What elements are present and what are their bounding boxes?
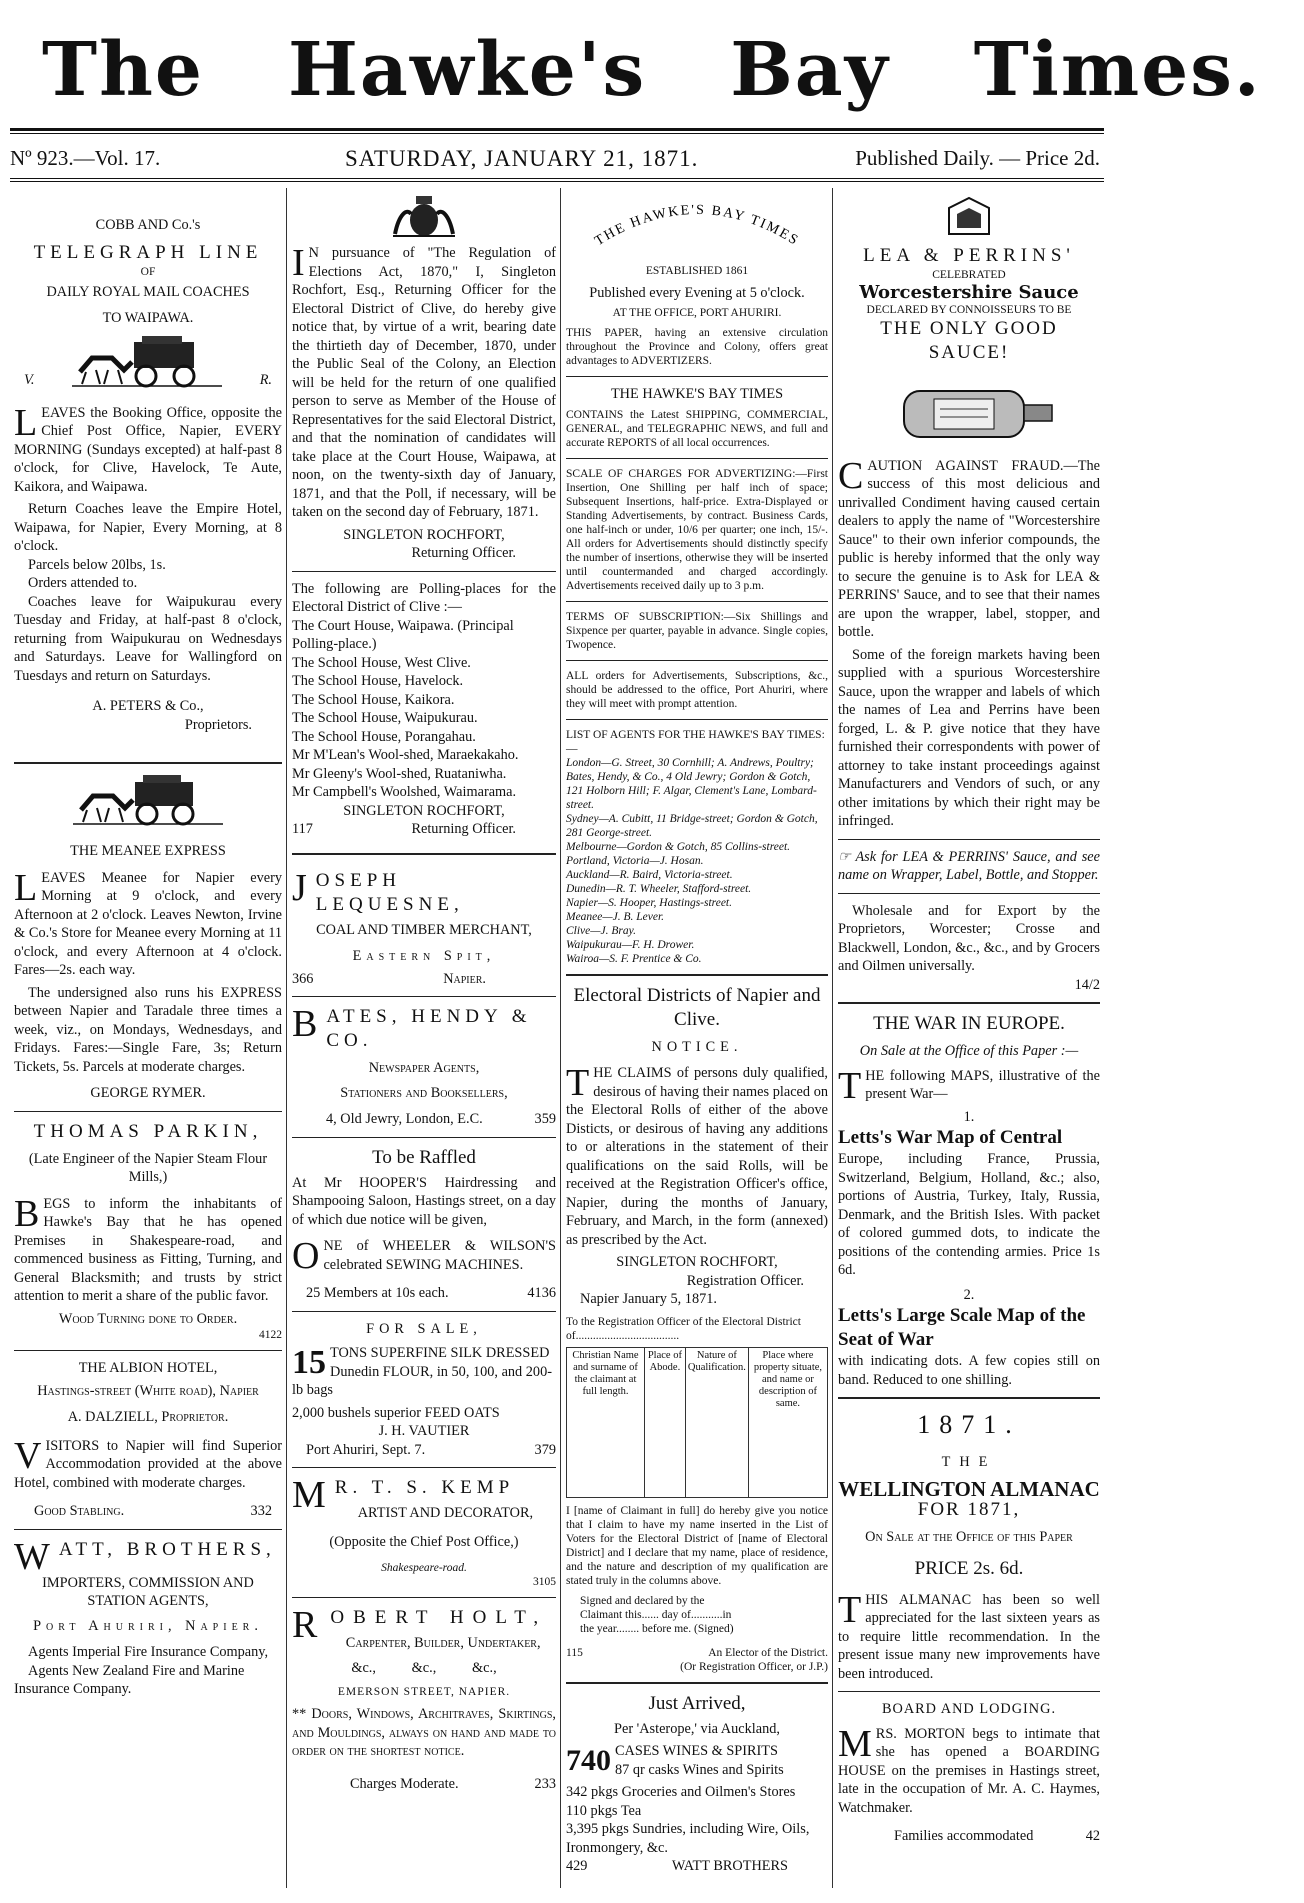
ad-cobb-coaches (14, 216, 282, 734)
ad-heading: OBERT HOLT, (330, 1607, 548, 1628)
ad-text: CASES WINES & SPIRITS (615, 1743, 778, 1759)
ad-heading: THE HAWKE'S BAY TIMES (610, 386, 784, 402)
royal-crest-icon (389, 194, 459, 238)
masthead-word: The (42, 27, 204, 113)
proclamation (292, 194, 556, 839)
drop-cap: T (566, 1062, 590, 1104)
ad-subheading: EMERSON STREET, NAPIER. (337, 1686, 511, 1698)
almanac-year: 1871. (917, 1410, 1021, 1439)
masthead (0, 18, 1262, 123)
watt-heading (14, 1535, 282, 1578)
ad-subheading: Hastings-street (White road), Napier (37, 1382, 259, 1399)
lequesne-heading (292, 866, 556, 917)
ad-text: Some of the foreign markets having been supplied with a spurious Worcestershire Sauce, upon the wrapper and labels of which the names of Lea and Perrins have been forged, L. & P. give notice that they have furnished their correspondents with power of attorney to take instant proceedings against Manufacturers and Vendors of such, or any other imitations by which their right may be infringed. (838, 646, 1100, 829)
big-number: 15 (292, 1344, 326, 1381)
agent-entry: Napier—S. Hooper, Hastings-street. (566, 896, 733, 909)
ad-bates-hendy (292, 1005, 556, 1129)
form-column-header: Place of Abode. (644, 1347, 685, 1497)
ad-raffle (292, 1146, 556, 1303)
ad-text: 3,395 pkgs Sundries, including Wire, Oils, Ironmongery, &c. (566, 1821, 810, 1856)
ad-text: Wood Turning done to Order. (58, 1310, 238, 1327)
ad-text: Good Stabling. (34, 1503, 125, 1519)
ad-robert-holt (292, 1606, 556, 1793)
drop-cap: I (292, 242, 305, 284)
ad-number: 332 (250, 1503, 272, 1519)
column-3 (566, 188, 828, 1888)
ad-subheading: COAL AND TIMBER MERCHANT, (316, 921, 532, 938)
hbt-notice (566, 188, 828, 966)
ad-number: 4122 (259, 1329, 282, 1341)
polling-place: Mr Campbell's Woolshed, Waimarama. (292, 784, 517, 800)
electoral-notice (566, 984, 828, 1674)
ad-signature: GEORGE RYMER. (90, 1085, 206, 1101)
ad-text: Wholesale and for Export by the Proprietors, Worcester; Crosse and Blackwell, London, &c., &c., and by Grocers and Oilmen universally. (838, 902, 1100, 974)
ad-signature: J. H. VAUTIER (378, 1423, 470, 1439)
agent-entry: Sydney—A. Cubitt, 11 Bridge-street; Gordon & Gotch, 281 George-street. (566, 812, 818, 839)
ad-heading: THE ONLY GOOD SAUCE! (880, 317, 1058, 363)
ad-heading: FOR SALE, (366, 1320, 482, 1337)
polling-place: Mr M'Lean's Wool-shed, Maraekakaho. (292, 747, 519, 763)
ad-number: 3105 (533, 1576, 556, 1588)
ad-signature: Registration Officer. (686, 1272, 804, 1289)
ad-text: 2,000 bushels superior FEED OATS (292, 1404, 500, 1421)
ad-text: Ask for LEA & PERRINS' Sauce, and see name on Wrapper, Label, Bottle, and Stopper. (838, 848, 1100, 883)
ad-text: An Elector of the District. (708, 1646, 828, 1659)
column-2 (292, 188, 556, 1888)
map-title: Letts's Large Scale Map of the Seat of War (838, 1305, 1086, 1350)
ad-heading: COBB AND Co.'s (95, 217, 201, 233)
drop-cap: L (14, 401, 38, 444)
coach-icon (73, 772, 223, 828)
polling-place: The School House, Waipukurau. (292, 710, 478, 726)
ad-heading: To be Raffled (372, 1146, 476, 1168)
ad-text: Orders attended to. (28, 575, 138, 591)
pointing-hand-icon: ☞ (838, 848, 856, 865)
form-column-header: Place where property situate, and name or description of same. (748, 1347, 827, 1497)
ad-subheading: DAILY ROYAL MAIL COACHES (46, 283, 250, 300)
ad-number: 1. (963, 1108, 975, 1125)
ad-text: TONS SUPERFINE SILK DRESSED Dunedin FLOUR, in 50, 100, and 200-lb bags (292, 1345, 552, 1398)
ad-number: 115 (566, 1646, 583, 1659)
agent-entry: Portland, Victoria—J. Hosan. (566, 854, 704, 867)
coach-icon (72, 332, 222, 390)
ad-text: RS. MORTON begs to intimate that she has opened a BOARDING HOUSE on the premises in Hastings street, late in the occupation of Mr. A. C. Haymes, Watchmaker. (838, 1725, 1100, 1816)
ad-subheading: Port Ahuriri, Napier. (33, 1617, 263, 1634)
ad-heading: THE ALBION HOTEL, (78, 1360, 218, 1376)
ad-text: The undersigned also runs his EXPRESS between Napier and Taradale three times a week, viz., on Mondays, Wednesdays, and Fridays. Fares:—Single Fare, 3s; Return Tickets, 5s. Parcels at moderate charges. (14, 984, 282, 1075)
ad-heading: ATES, HENDY & CO. (326, 1006, 532, 1051)
ad-text: 87 qr casks Wines and Spirits (615, 1761, 784, 1778)
cipher-left: V. (24, 372, 35, 388)
issue-number: Nº 923.—Vol. 17. (10, 146, 161, 170)
ad-text: HIS ALMANAC has been so well appreciated for the last sixteen years as to require little recommendation. In the present issue many new improvements have been introduced. (838, 1591, 1100, 1682)
registration-form-table (566, 1347, 828, 1498)
ad-subheading: A. DALZIELL, Proprietor. (67, 1409, 229, 1425)
ad-text: 25 Members at 10s each. (306, 1285, 449, 1301)
ad-signature: SINGLETON ROCHFORT, (343, 526, 505, 543)
masthead-word: Times. (973, 27, 1262, 113)
arched-title-text: THE HAWKE'S BAY TIMES (592, 202, 802, 250)
drop-cap: V (14, 1434, 42, 1477)
polling-places-list (292, 617, 556, 802)
polling-place: The School House, Kaikora. (292, 691, 455, 708)
column-4 (838, 188, 1100, 1888)
polling-place: The School House, Havelock. (292, 673, 464, 689)
ad-subheading: IMPORTERS, COMMISSION AND STATION AGENTS, (42, 1574, 254, 1609)
ad-text: Europe, including France, Prussia, Switzerland, Belgium, Holland, &c.; also, portions of Austria, Turkey, Italy, Russia, Denmark, and the British Isles. With packet of colored gummed dots, to indicate the positions of the contending armies. Price 1s 6d. (838, 1151, 1100, 1278)
ad-lea-perrins (838, 194, 1100, 994)
ad-text: Families accommodated (894, 1828, 1034, 1844)
ad-for-sale (292, 1320, 556, 1460)
meanee-para (14, 866, 282, 980)
arrived-footer (566, 1857, 828, 1876)
ad-subheading: On Sale at the Office of this Paper (865, 1529, 1073, 1545)
ad-signature: SINGLETON ROCHFORT, (343, 802, 505, 819)
albion-para (14, 1434, 282, 1493)
ad-text: At Mr HOOPER'S Hairdressing and Shampooing Saloon, Hastings street, on a day of which due notice will be given, (292, 1174, 556, 1228)
form-column-header: Nature of Qualification. (685, 1347, 748, 1497)
form-address: To the Registration Officer of the Electoral District of.................................... (566, 1315, 801, 1342)
masthead-rule-thin (10, 133, 1104, 134)
ad-text: THIS PAPER, having an extensive circulation throughout the Province and Colony, offers great advantages to ADVERTIZERS. (566, 327, 828, 367)
ad-lequesne (292, 866, 556, 989)
ad-text: N pursuance of "The Regulation of Elections Act, 1870," I, Singleton Rochfort, Esq., Returning Officer for the Electoral District of Clive, do hereby give notice that, by virtue of a writ, bearing date the thirtieth day of December, 1870, under the Public Seal of the Colony, an Election will be held for the return of one qualified person to serve as Member of the House of Representatives for the said Electoral District, and that the nomination of candidates will take place at the Court House, Waipawa, at noon, on the twenty-sixth day of January, 1871, and that the Poll, if necessary, will be taken on the second day of February, 1871. (292, 245, 556, 520)
ad-heading: Electoral Districts of Napier and Clive. (573, 984, 821, 1030)
ad-signature: A. PETERS & Co., (92, 698, 204, 714)
bates-heading (292, 1005, 556, 1053)
ad-text: Agents Imperial Fire Insurance Company, (28, 1644, 269, 1660)
ad-text: HE CLAIMS of persons duly qualified, desirous of having their names placed on the Electoral Rolls of either of the above Disticts, or desirous of having any additions to or alterations in the statement of their qualifications on the said Rolls, will be received at the Registration Officer's office, Napier, during the months of January, February, and March, in the form (annexed) as prescribed by the Act. (566, 1065, 828, 1248)
ad-text: TERMS OF SUBSCRIPTION:—Six Shillings and Sixpence per quarter, payable in advance. Single copies, Twopence. (566, 610, 828, 651)
ad-subheading: Newspaper Agents, (368, 1060, 480, 1076)
ad-subheading: Napier. (443, 970, 486, 987)
big-number: 740 (566, 1744, 611, 1777)
ad-heading: THOMAS PARKIN, (33, 1120, 263, 1142)
albion-footer (34, 1502, 272, 1521)
dateline (10, 138, 1104, 178)
agent-entry: Melbourne—Gordon & Gotch, 85 Collins-street. (566, 840, 791, 853)
ad-subheading: FOR 1871, (917, 1499, 1021, 1520)
form-declaration: I [name of Claimant in full] do hereby give you notice that I claim to have my name inserted in the List of Voters for the Electoral District of [name of Electoral District] and I declare that my name, place of residence, and the nature and description of my qualification are stated truly in the columns above. (566, 1504, 828, 1587)
ad-signature: WATT BROTHERS (671, 1858, 788, 1874)
drop-cap: C (838, 454, 864, 497)
arrived-para (566, 1742, 828, 1779)
parkin-para (14, 1192, 282, 1306)
board-para (838, 1722, 1100, 1818)
ad-number: 379 (534, 1441, 556, 1458)
ad-text: CONTAINS the Latest SHIPPING, COMMERCIAL, GENERAL, and TELEGRAPHIC NEWS, and full and accurate REPORTS of all local occurrences. (566, 408, 828, 449)
ad-text: 4, Old Jewry, London, E.C. (326, 1111, 483, 1127)
svg-text:THE HAWKE'S BAY TIMES (592, 203, 801, 249)
ad-heading: LIST OF AGENTS FOR THE HAWKE'S BAY TIMES:— (566, 728, 825, 755)
ad-heading: OSEPH LEQUESNE, (315, 869, 464, 915)
form-signed: Signed and declared by the Claimant this...... day of...........in the year........ before me. (Signed) (580, 1594, 734, 1635)
ad-number: 42 (1085, 1828, 1100, 1844)
masthead-title (0, 18, 1262, 123)
board-footer (894, 1827, 1100, 1846)
ad-text: 342 pkgs Groceries and Oilmen's Stores (566, 1784, 796, 1800)
ad-text: AUTION AGAINST FRAUD.—The success of this most delicious and unrivalled Condiment having caused certain dealers to apply the name of "Worcestershire Sauce" to their own inferior compounds, the public is hereby informed that the only way to secure the genuine is to Ask for LEA & PERRINS' Sauce, and to see that their names are upon the wrapper, label, stopper, and bottle. (838, 457, 1100, 640)
drop-cap: M (838, 1722, 872, 1765)
proclamation-para (292, 244, 556, 522)
agents-list (566, 756, 828, 966)
ad-subheading: On Sale at the Office of this Paper :— (859, 1043, 1079, 1059)
agent-entry: Meanee—J. B. Lever. (566, 910, 665, 923)
masthead-word: Bay (730, 27, 890, 113)
ad-signature: Returning Officer. (411, 545, 516, 561)
ad-text: Shakespeare-road. (381, 1562, 467, 1574)
issue-price: Published Daily. — Price 2d. (855, 146, 1100, 170)
drop-cap: T (838, 1064, 862, 1107)
forsale-footer (306, 1441, 556, 1460)
ad-heading: LEA & PERRINS' (863, 245, 1075, 266)
ad-kemp (292, 1476, 556, 1589)
form-column-header: Christian Name and surname of the claimant at full length. (567, 1347, 645, 1497)
polling-place: The School House, West Clive. (292, 654, 471, 671)
agent-entry: Auckland—R. Baird, Victoria-street. (566, 868, 733, 881)
ad-war-in-europe (838, 1012, 1100, 1389)
column-1 (14, 188, 282, 1888)
dateline-rule (10, 178, 1104, 179)
ad-number: 14/2 (1074, 976, 1100, 993)
ad-subheading: THE (941, 1454, 997, 1470)
ad-heading: BOARD AND LODGING. (881, 1701, 1057, 1717)
sauce-bottle-icon (874, 371, 1064, 451)
ad-subheading: ARTIST AND DECORATOR, (357, 1505, 534, 1521)
ad-text: ALL orders for Advertisements, Subscriptions, &c., should be addressed to the office, Port Ahuriri, where they will meet with prompt attention. (566, 669, 828, 710)
ad-text: EAVES the Booking Office, opposite the Chief Post Office, Napier, EVERY MORNING (Sundays excepted) at half-past 8 o'clock, for Clive, Havelock, Te Aute, Kaikora, and Waipawa. (14, 404, 282, 495)
almanac-price: PRICE 2s. 6d. (914, 1557, 1024, 1579)
almanac-para (838, 1588, 1100, 1684)
ad-text: The following are Polling-places for the Electoral District of Clive :— (292, 580, 556, 615)
dateline-rule-2 (10, 181, 1104, 182)
masthead-word: Hawke's (287, 27, 647, 113)
ad-heading: Just Arrived, (648, 1692, 746, 1714)
ad-heading: R. T. S. KEMP (334, 1477, 515, 1498)
polling-place: The Court House, Waipawa. (Principal Polling-place.) (292, 617, 514, 652)
ad-subheading: NOTICE. (651, 1038, 743, 1055)
ad-subheading: DECLARED BY CONNOISSEURS TO BE (866, 303, 1072, 316)
agent-entry: Dunedin—R. T. Wheeler, Stafford-street. (566, 882, 752, 895)
ad-text: 110 pkgs Tea (566, 1802, 642, 1819)
agent-entry: London—G. Street, 30 Cornhill; A. Andrews, Poultry; Bates, Hendy, & Co., 4 Old Jewry; Gordon & Gotch, 121 Holborn Hill; F. Algar, Clement's Lane, Lombard-street. (566, 756, 817, 811)
ad-thomas-parkin (14, 1120, 282, 1343)
ad-number: 429 (566, 1858, 588, 1874)
agent-entry: Wairoa—S. F. Prentice & Co. (566, 952, 702, 965)
ad-subheading: (Late Engineer of the Napier Steam Flour Mills,) (28, 1150, 268, 1185)
column-divider (832, 188, 833, 1888)
ad-signature: SINGLETON ROCHFORT, (616, 1254, 778, 1270)
ad-subheading: Carpenter, Builder, Undertaker, (345, 1635, 541, 1651)
bates-footer (326, 1110, 556, 1129)
ad-subheading: ESTABLISHED 1861 (645, 264, 749, 277)
ad-albion-hotel (14, 1359, 282, 1521)
crest-icon (939, 194, 999, 238)
ad-number: 4136 (527, 1285, 556, 1301)
drop-cap: T (838, 1588, 862, 1631)
holt-footer (350, 1775, 556, 1794)
ad-subheading: Eastern Spit, (352, 948, 496, 964)
ad-text: with indicating dots. A few copies still on band. Reduced to one shilling. (838, 1353, 1100, 1388)
drop-cap: B (14, 1192, 40, 1235)
ad-subheading: CELEBRATED (932, 269, 1006, 281)
ad-heading: ATT, BROTHERS, (58, 1538, 276, 1560)
ad-number: 233 (534, 1775, 556, 1792)
column-divider (286, 188, 287, 1888)
forsale-para (292, 1344, 556, 1400)
masthead-rule (10, 128, 1104, 131)
electoral-para (566, 1064, 828, 1249)
ad-number: 117 (292, 821, 313, 837)
ad-heading: THE MEANEE EXPRESS (70, 843, 226, 859)
ad-subheading: AT THE OFFICE, PORT AHURIRI. (612, 307, 782, 319)
column-divider (560, 188, 561, 1888)
war-para (838, 1064, 1100, 1107)
raffle-footer (306, 1284, 556, 1303)
cipher-right: R. (259, 372, 272, 388)
ad-number: 359 (534, 1111, 556, 1127)
ad-heading: THE WAR IN EUROPE. (873, 1013, 1065, 1034)
ad-text: Parcels below 20lbs, 1s. (28, 556, 166, 573)
ad-subheading: Stationers and Booksellers, (340, 1084, 508, 1101)
ad-text: NE of WHEELER & WILSON'S celebrated SEWING MACHINES. (323, 1238, 556, 1273)
polling-place: The School House, Porangahau. (292, 728, 476, 745)
ad-text: Napier January 5, 1871. (580, 1291, 717, 1307)
drop-cap: W (14, 1535, 55, 1578)
ad-text: (Opposite the Chief Post Office,) (329, 1533, 519, 1550)
polling-place: Mr Gleeny's Wool-shed, Ruataniwha. (292, 765, 507, 782)
proclamation-footer (292, 820, 556, 839)
ad-text: (Or Registration Officer, or J.P.) (680, 1660, 828, 1673)
ad-text: EGS to inform the inhabitants of Hawke's Bay that he has opened Premises in Shakespeare-road, and commenced business as Fitting, Turning, and General Blacksmith; and trusts by strict attention to merit a share of the public favor. (14, 1195, 282, 1304)
ad-number: 366 (292, 970, 314, 987)
lea-para-1 (838, 454, 1100, 642)
ad-text: SCALE OF CHARGES FOR ADVERTIZING:—First Insertion, One Shilling per half inch of space; Subsequent Insertions, half-price. Extra-Displayed or Standing Advertisements, by contract. Business Cards, one half-inch or under, 10/6 per quarter; one inch, 15/-. All orders for Advertisements should distinctly specify the number of insertions, otherwise they will be inserted until countermanded and charged accordingly. Advertisements received daily up to 3 p.m. (566, 467, 828, 592)
ad-just-arrived (566, 1692, 828, 1876)
ad-text: Published every Evening at 5 o'clock. (589, 284, 805, 301)
ad-text: ISITORS to Napier will find Superior Accommodation provided at the above Hotel, combined with moderate charges. (14, 1437, 282, 1491)
ad-board-lodging (838, 1700, 1100, 1846)
ad-text: ** Doors, Windows, Architraves, Skirtings, and Mouldings, always on hand and made to order on the shortest notice. (292, 1706, 556, 1759)
ad-text: Charges Moderate. (350, 1775, 459, 1792)
drop-cap: L (14, 866, 38, 909)
ad-text: Return Coaches leave the Empire Hotel, Waipawa, for Napier, Every Morning, at 8 o'clock. (14, 501, 282, 554)
lea-ask (838, 848, 1100, 885)
ad-text: &c., &c., &c., (351, 1659, 497, 1676)
map-title: Letts's War Map of Central (838, 1127, 1063, 1148)
ad-watt-brothers (14, 1535, 282, 1699)
ad-text: Port Ahuriri, Sept. 7. (306, 1441, 426, 1458)
arched-title (566, 188, 828, 258)
ad-text: Coaches leave for Waipukurau every Tuesday and Friday, at half-past 8 o'clock, returning from Waipukurau on Wednesdays and Saturdays. Leave for Wallingford on Tuesdays and return on Saturdays. (14, 593, 282, 684)
coach-illustration-row (24, 332, 272, 390)
drop-cap: R (292, 1604, 327, 1646)
ad-meanee-express (14, 772, 282, 1103)
ad-wellington-almanac (838, 1409, 1100, 1683)
ad-text: EAVES Meanee for Napier every Morning at 9 o'clock, and every Afternoon at 2 o'clock. Leaves Newton, Irvine & Co.'s Store for Meanee every Morning at 11 o'clock, and every Afternoon at 4 o'clock. Fares—2s. each way. (14, 869, 282, 978)
ad-number: 2. (963, 1286, 975, 1303)
ad-heading: Worcestershire Sauce (859, 282, 1079, 303)
agent-entry: Clive—J. Bray. (566, 924, 636, 937)
ad-subheading: Per 'Asterope,' via Auckland, (614, 1720, 780, 1737)
drop-cap: B (292, 1003, 323, 1045)
drop-cap: O (292, 1235, 320, 1277)
raffle-para (292, 1235, 556, 1277)
ad-subheading: TO WAIPAWA. (102, 310, 194, 326)
drop-cap: M (292, 1474, 331, 1516)
drop-cap: J (292, 866, 312, 909)
issue-date: SATURDAY, JANUARY 21, 1871. (345, 146, 699, 171)
ad-signature: Returning Officer. (411, 821, 516, 837)
ad-heading: WELLINGTON ALMANAC (838, 1476, 1100, 1501)
lequesne-footer (292, 970, 556, 989)
agent-entry: Waipukurau—F. H. Drower. (566, 938, 695, 951)
ad-heading: TELEGRAPH LINE (33, 241, 263, 263)
electoral-footer (566, 1646, 828, 1660)
ad-subheading: OF (140, 265, 156, 278)
ad-signature: Proprietors. (184, 716, 252, 733)
ad-text: Agents New Zealand Fire and Marine Insurance Company. (14, 1662, 245, 1697)
cobb-para-1 (14, 401, 282, 497)
ad-text: HE following MAPS, illustrative of the present War— (865, 1067, 1100, 1102)
